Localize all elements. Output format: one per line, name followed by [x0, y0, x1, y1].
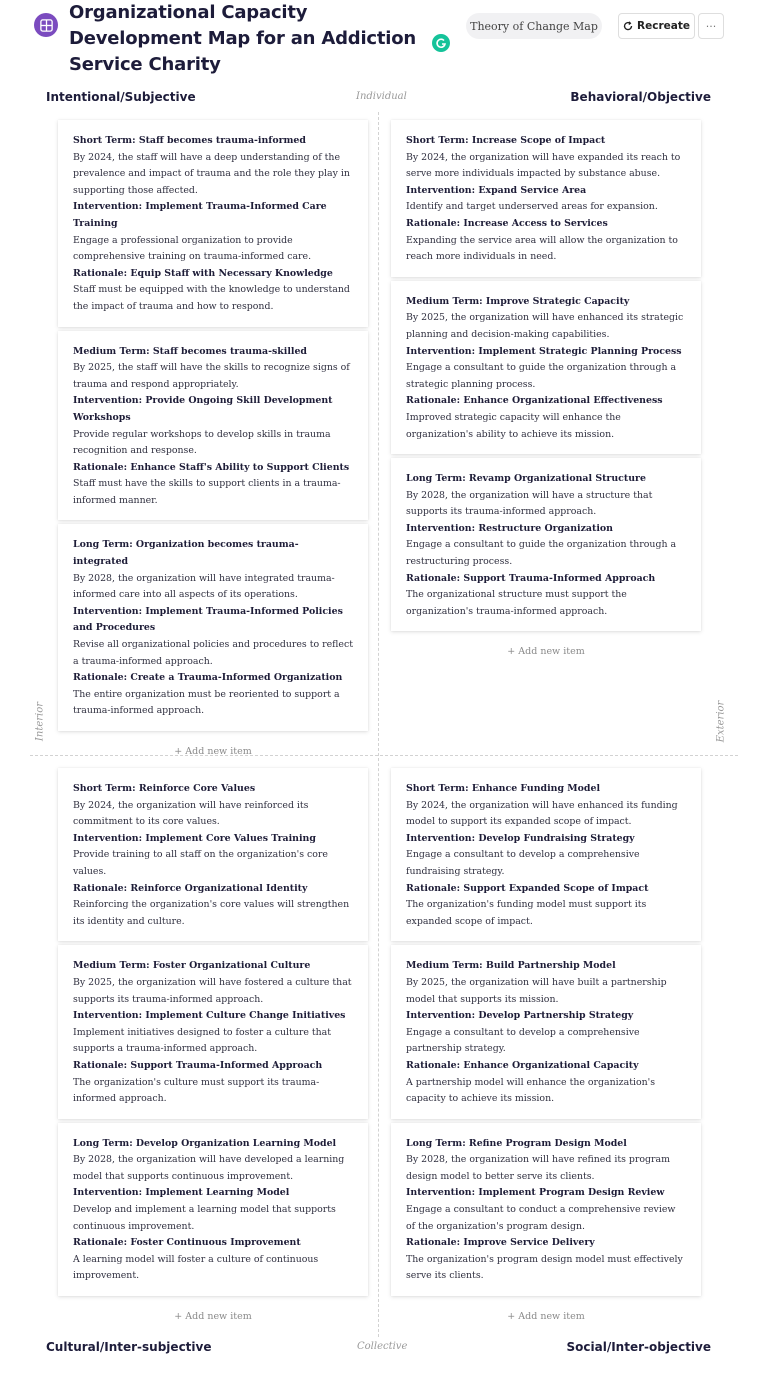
card-title: Medium Term: Staff becomes trauma-skilled: [73, 345, 307, 357]
card-intervention-description: Engage a consultant to develop a comprehensive fundraising strategy.: [406, 849, 640, 877]
card-description: By 2024, the organization will have enhanced its funding model to support its expanded scope of impact.: [406, 799, 678, 828]
outcome-card[interactable]: [391, 281, 701, 454]
outcome-card[interactable]: [58, 120, 368, 327]
card-rationale: Rationale: Improve Service Delivery: [406, 1237, 595, 1249]
card-rationale: Rationale: Enhance Staff's Ability to Support Clients: [73, 461, 350, 473]
outcome-card[interactable]: [391, 945, 701, 1118]
card-intervention: Intervention: Develop Fundraising Strategy: [406, 832, 635, 844]
card-rationale-description: Expanding the service area will allow the organization to reach more individuals in need.: [406, 234, 678, 263]
card-description: By 2028, the organization will have developed a learning model that supports continuous improvement.: [73, 1154, 345, 1182]
card-intervention-description: Engage a consultant to conduct a comprehensive review of the organization's program design.: [406, 1204, 676, 1232]
card-intervention: Intervention: Implement Trauma-Informed Policies and Procedures: [73, 605, 343, 634]
card-intervention-description: Provide training to all staff on the organization's core values.: [73, 849, 328, 877]
axis-label-bottom-left: Cultural/Inter-subjective: [46, 1340, 212, 1354]
card-intervention-description: Engage a professional organization to provide comprehensive training on trauma-informed care.: [73, 234, 312, 263]
card-intervention: Intervention: Restructure Organization: [406, 522, 613, 534]
card-intervention-description: Identify and target underserved areas for expansion.: [406, 201, 658, 213]
recreate-button[interactable]: [618, 13, 695, 39]
outcome-card[interactable]: [58, 331, 368, 521]
card-title: Short Term: Enhance Funding Model: [406, 783, 601, 794]
card-description: By 2025, the organization will have fostered a culture that supports its trauma-informed approach.: [73, 976, 352, 1005]
outcome-card[interactable]: [58, 1123, 368, 1296]
card-intervention-description: Develop and implement a learning model that supports continuous improvement.: [73, 1204, 336, 1232]
card-intervention-description: Provide regular workshops to develop skills in trauma recognition and response.: [73, 428, 331, 457]
card-description: By 2025, the organization will have enhanced its strategic planning and decision-making capabilities.: [406, 312, 684, 340]
refresh-icon: [623, 21, 633, 31]
header: [0, 0, 768, 75]
card-intervention-description: Engage a consultant to guide the organization through a restructuring process.: [406, 539, 677, 568]
card-description: By 2028, the organization will have refined its program design model to better serve its clients.: [406, 1154, 670, 1182]
card-title: Short Term: Increase Scope of Impact: [406, 135, 606, 146]
card-rationale-description: The organization's culture must support its trauma-informed approach.: [73, 1076, 320, 1105]
card-rationale: Rationale: Support Trauma-Informed Approach: [406, 572, 656, 584]
card-rationale: Rationale: Equip Staff with Necessary Knowledge: [73, 267, 333, 279]
add-new-item-button[interactable]: + Add new item: [174, 746, 252, 757]
card-rationale-description: A partnership model will enhance the organization's capacity to achieve its mission.: [406, 1076, 656, 1105]
card-rationale: Rationale: Enhance Organizational Effectiveness: [406, 395, 663, 407]
axis-label-top-right: Behavioral/Objective: [570, 90, 711, 104]
card-rationale-description: Improved strategic capacity will enhance the organization's ability to achieve its mission.: [406, 411, 621, 440]
card-rationale: Rationale: Support Trauma-Informed Approach: [73, 1059, 323, 1071]
card-intervention: Intervention: Expand Service Area: [406, 184, 587, 196]
quadrant-intentional: [58, 120, 368, 757]
axis-label-bottom-right: Social/Inter-objective: [566, 1340, 711, 1354]
add-new-item-button[interactable]: + Add new item: [507, 646, 585, 658]
card-title: Medium Term: Improve Strategic Capacity: [406, 295, 630, 307]
card-rationale-description: A learning model will foster a culture of continuous improvement.: [73, 1253, 319, 1282]
card-description: By 2024, the organization will have reinforced its commitment to its core values.: [73, 799, 309, 828]
card-rationale-description: Staff must be equipped with the knowledge to understand the impact of trauma and how to respond.: [73, 284, 350, 312]
card-intervention-description: Engage a consultant to develop a comprehensive partnership strategy.: [406, 1026, 640, 1055]
quadrant-social: [391, 768, 701, 1322]
map-type-badge: Theory of Change Map: [466, 13, 602, 39]
outcome-card[interactable]: [58, 945, 368, 1118]
card-title: Medium Term: Build Partnership Model: [406, 960, 616, 972]
card-rationale: Rationale: Create a Trauma-Informed Organization: [73, 672, 343, 684]
outcome-card[interactable]: [391, 1123, 701, 1296]
card-intervention: Intervention: Implement Trauma-Informed Care Training: [73, 201, 327, 229]
page-title: Organizational Capacity Development Map for an Addiction Service Charity: [69, 2, 417, 75]
axis-label-interior: Interior: [34, 701, 46, 742]
axis-label-individual: Individual: [356, 91, 407, 102]
outcome-card[interactable]: [391, 768, 701, 941]
card-description: By 2024, the staff will have a deep understanding of the prevalence and impact of trauma and the role they play in supporting those affected.: [73, 151, 350, 196]
card-rationale: Rationale: Reinforce Organizational Identity: [73, 882, 308, 894]
axis-label-exterior: Exterior: [715, 700, 727, 743]
vertical-divider: [378, 112, 379, 1337]
outcome-card[interactable]: [391, 458, 701, 631]
card-rationale: Rationale: Enhance Organizational Capacity: [406, 1059, 639, 1071]
card-intervention: Intervention: Implement Core Values Training: [73, 832, 316, 844]
card-intervention: Intervention: Implement Culture Change Initiatives: [73, 1010, 346, 1022]
quadrant-cultural: [58, 768, 368, 1322]
card-intervention-description: Implement initiatives designed to foster a culture that supports a trauma-informed approach.: [73, 1026, 332, 1055]
card-title: Short Term: Reinforce Core Values: [73, 783, 256, 794]
outcome-card[interactable]: [58, 768, 368, 941]
card-title: Short Term: Staff becomes trauma-informed: [73, 135, 306, 146]
card-rationale: Rationale: Support Expanded Scope of Impact: [406, 882, 649, 894]
outcome-card[interactable]: [58, 524, 368, 731]
card-intervention-description: Revise all organizational policies and procedures to reflect a trauma-informed approach.: [73, 639, 353, 667]
grammarly-icon[interactable]: [432, 34, 450, 52]
recreate-button-label: Recreate: [637, 20, 690, 32]
add-new-item-button[interactable]: + Add new item: [174, 1311, 252, 1323]
more-options-button[interactable]: ···: [698, 13, 724, 39]
card-description: By 2028, the organization will have a structure that supports its trauma-informed approach.: [406, 489, 653, 518]
card-title: Medium Term: Foster Organizational Culture: [73, 960, 311, 972]
card-description: By 2025, the staff will have the skills to recognize signs of trauma and respond appropriately.: [73, 362, 350, 390]
card-intervention: Intervention: Implement Program Design Review: [406, 1187, 665, 1199]
axis-label-collective: Collective: [357, 1341, 408, 1352]
card-title: Long Term: Revamp Organizational Structure: [406, 473, 646, 485]
axis-label-top-left: Intentional/Subjective: [46, 90, 196, 104]
card-rationale-description: The entire organization must be reoriented to support a trauma-informed approach.: [73, 688, 340, 717]
quadrant-behavioral: [391, 120, 701, 657]
card-description: By 2025, the organization will have built a partnership model that supports its mission.: [406, 976, 667, 1005]
card-description: By 2028, the organization will have integrated trauma-informed care into all aspects of its operations.: [73, 572, 335, 601]
card-intervention-description: Engage a consultant to guide the organization through a strategic planning process.: [406, 362, 677, 390]
card-title: Long Term: Develop Organization Learning Model: [73, 1137, 337, 1149]
outcome-card[interactable]: [391, 120, 701, 277]
card-rationale-description: Staff must have the skills to support clients in a trauma-informed manner.: [73, 478, 341, 506]
card-rationale-description: The organization's program design model must effectively serve its clients.: [406, 1253, 683, 1282]
card-intervention: Intervention: Implement Learning Model: [73, 1187, 290, 1199]
card-rationale-description: Reinforcing the organization's core values will strengthen its identity and culture.: [73, 899, 350, 927]
card-rationale: Rationale: Increase Access to Services: [406, 217, 608, 229]
card-rationale-description: The organization's funding model must support its expanded scope of impact.: [406, 899, 647, 927]
card-title: Long Term: Refine Program Design Model: [406, 1137, 627, 1149]
card-title: Long Term: Organization becomes trauma-integrated: [73, 539, 299, 568]
card-rationale: Rationale: Foster Continuous Improvement: [73, 1237, 301, 1249]
map-app-icon: [34, 13, 58, 37]
card-intervention: Intervention: Implement Strategic Planning Process: [406, 345, 682, 357]
card-intervention: Intervention: Provide Ongoing Skill Development Workshops: [73, 395, 333, 423]
card-description: By 2024, the organization will have expanded its reach to serve more individuals impacted by substance abuse.: [406, 151, 681, 180]
card-intervention: Intervention: Develop Partnership Strategy: [406, 1010, 634, 1022]
card-rationale-description: The organizational structure must support the organization's trauma-informed approach.: [406, 589, 627, 617]
add-new-item-button[interactable]: + Add new item: [507, 1311, 585, 1323]
